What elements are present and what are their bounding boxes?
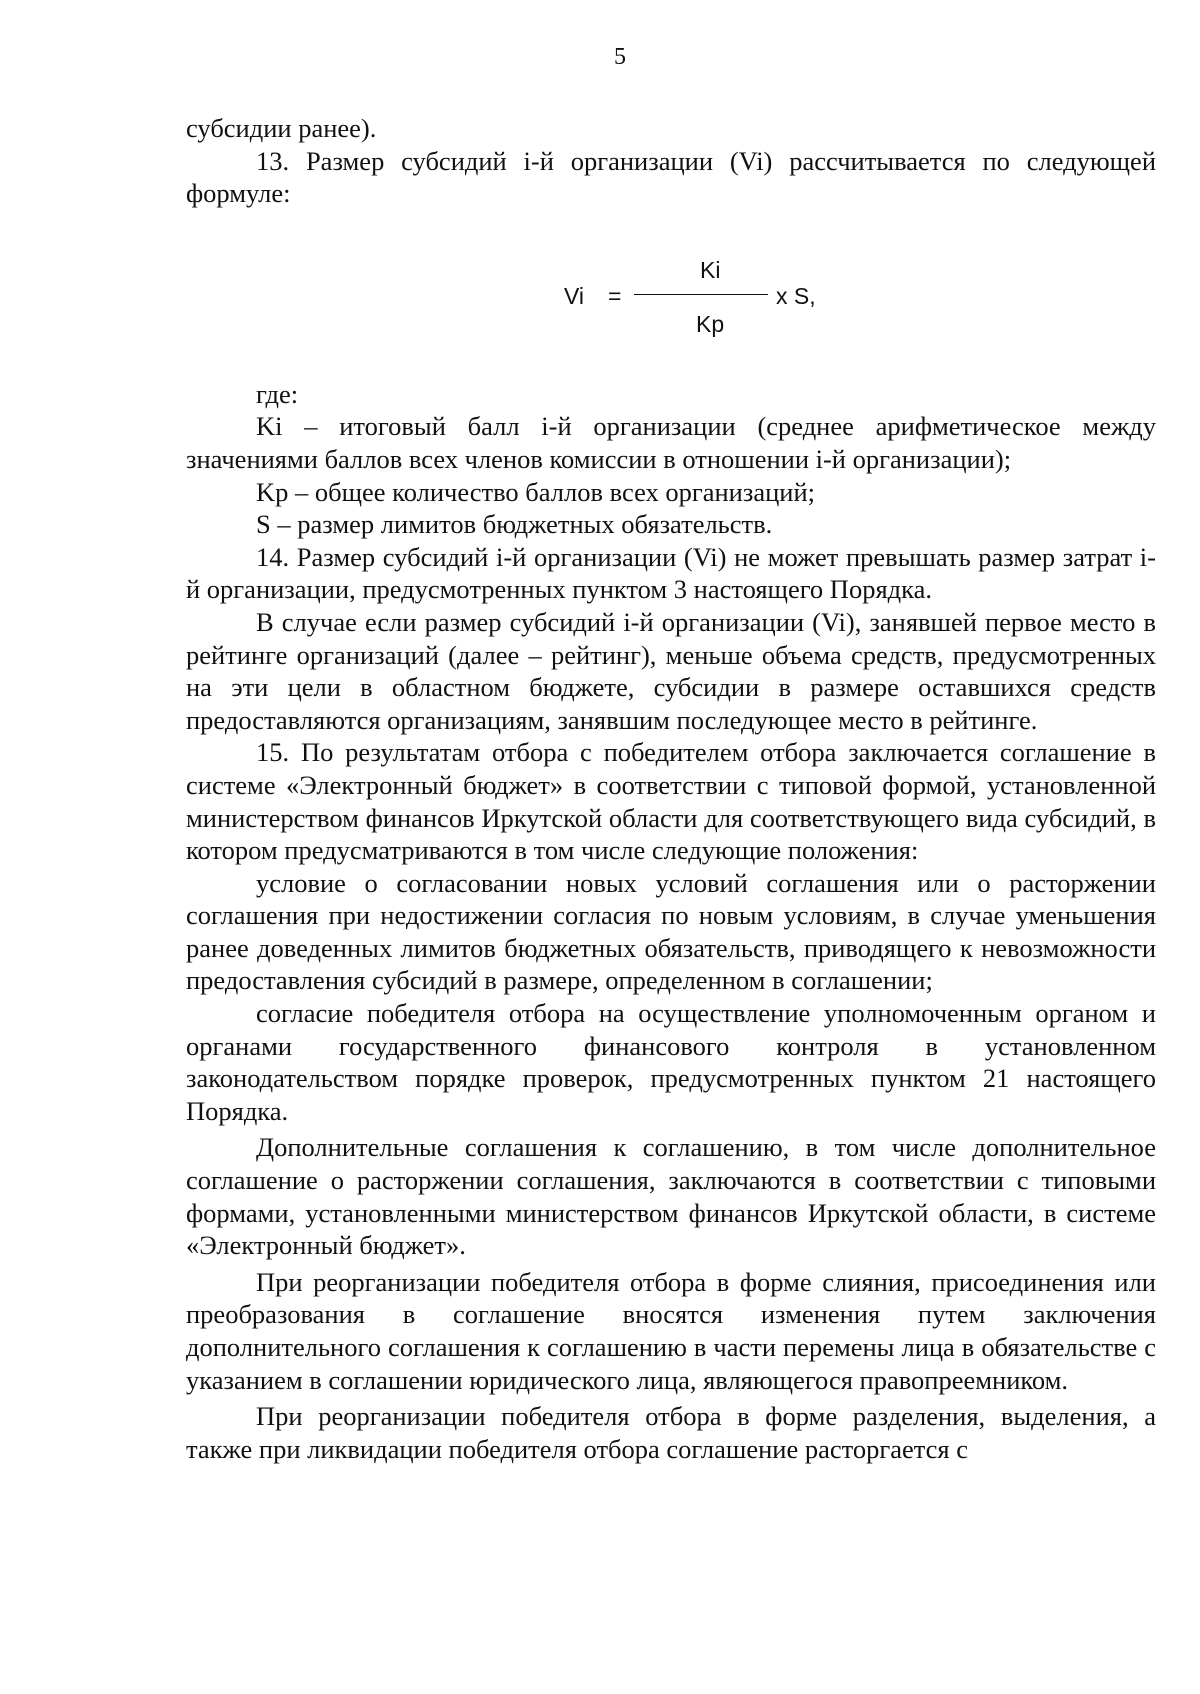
formula-equals: = bbox=[608, 282, 622, 309]
fraction-bar bbox=[634, 294, 768, 295]
formula-rhs: x S, bbox=[776, 282, 816, 309]
definition-s: S – размер лимитов бюджетных обязательств. bbox=[256, 509, 773, 540]
definition-ki: Ki – итоговый балл i-й организации (среднее арифметическое между значениями баллов всех членов комиссии в отношении i-й организации); bbox=[186, 411, 1156, 474]
paragraph-item-15: 15. По результатам отбора с победителем отбора заключается соглашение в системе «Электронный бюджет» в соответствии с типовой формой, установленной министерством финансов Иркутской области для соответствующего вида субсидий, в котором предусматриваются в том числе следующие положения: bbox=[186, 737, 1156, 866]
paragraph-item-13: 13. Размер субсидий i-й организации (Vi) рассчитывается по следующей формуле: bbox=[186, 145, 1156, 209]
paragraph: В случае если размер субсидий i-й организации (Vi), занявшей первое место в рейтинге организаций (далее – рейтинг), меньше объема средств, предусмотренных на эти цели в областном бюджете, субсидии в размере оставшихся средств предоставляются организациям, занявшим последующее место в рейтинге. bbox=[186, 606, 1156, 735]
paragraph-item-14: 14. Размер субсидий i-й организации (Vi) не может превышать размер затрат i-й организации, предусмотренных пунктом 3 настоящего Порядка. bbox=[186, 541, 1156, 605]
formula-lhs: Vi bbox=[564, 282, 585, 309]
formula-numerator: Ki bbox=[700, 256, 721, 283]
subsidy-formula bbox=[186, 246, 1156, 368]
paragraph-where: где: bbox=[256, 378, 299, 409]
paragraph: субсидии ранее). bbox=[186, 113, 377, 143]
paragraph: условие о согласовании новых условий соглашения или о расторжении соглашения при недостижении согласия по новым условиям, в случае уменьшения ранее доведенных лимитов бюджетных обязательств, приводящего к невозможности предоставления субсидий в размере, определенном в соглашении; bbox=[186, 867, 1156, 996]
formula-denominator: Kp bbox=[696, 310, 725, 337]
paragraph: Дополнительные соглашения к соглашению, в том числе дополнительное соглашение о расторжении соглашения, заключаются в соответствии с типовыми формами, установленными министерством финансов Иркутской области, в системе «Электронный бюджет». bbox=[186, 1132, 1156, 1261]
definition-kp: Kp – общее количество баллов всех организаций; bbox=[256, 476, 815, 507]
paragraph: При реорганизации победителя отбора в форме слияния, присоединения или преобразования в соглашение вносятся изменения путем заключения дополнительного соглашения к соглашению в части перемены лица в обязательстве с указанием в соглашении юридического лица, являющегося правопреемником. bbox=[186, 1266, 1156, 1395]
paragraph: согласие победителя отбора на осуществление уполномоченным органом и органами государственного финансового контроля в установленном законодательством порядке проверок, предусмотренных пунктом 21 настоящего Порядка. bbox=[186, 998, 1156, 1126]
document-body bbox=[186, 112, 1156, 1465]
paragraph: При реорганизации победителя отбора в форме разделения, выделения, а также при ликвидации победителя отбора соглашение расторгается с bbox=[186, 1401, 1156, 1464]
page-number: 5 bbox=[614, 44, 626, 70]
